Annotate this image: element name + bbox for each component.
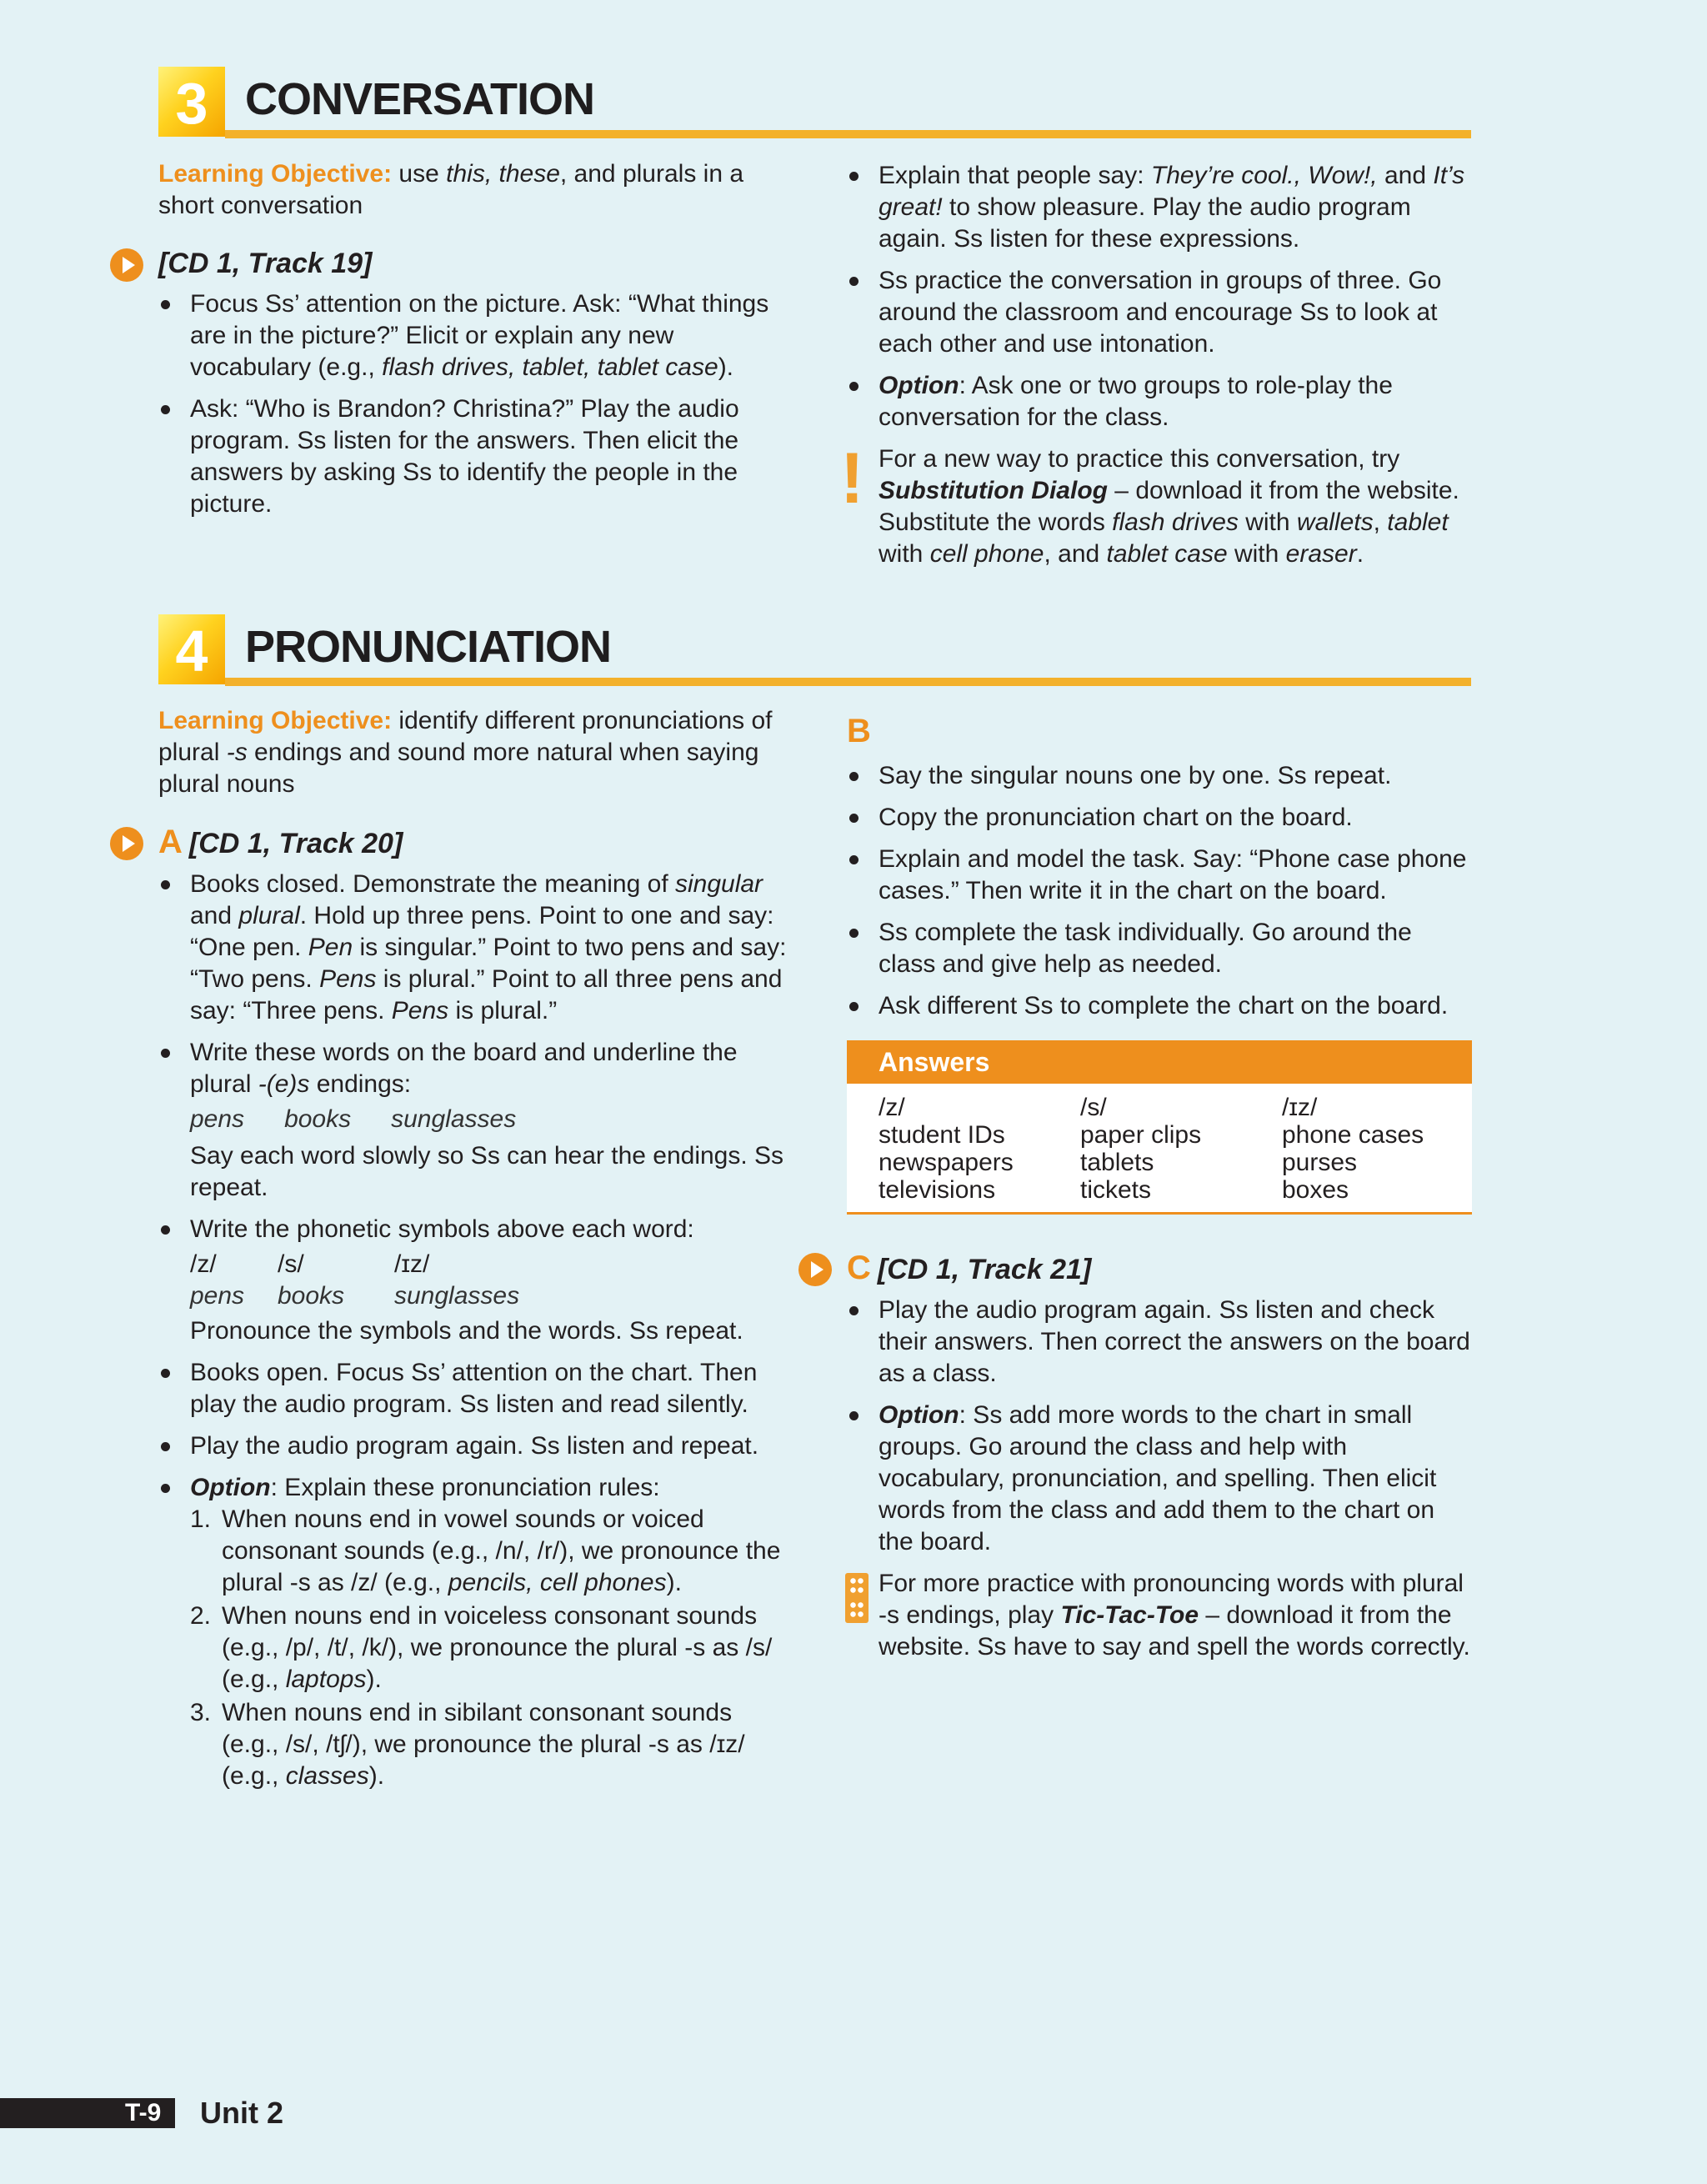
section-title: PRONUNCIATION [245, 622, 611, 672]
track-heading-a [158, 824, 792, 862]
answer-cell: purses [1282, 1149, 1358, 1176]
play-circle-icon[interactable] [110, 827, 143, 860]
conversation-left-column [158, 158, 792, 530]
bullet-list [847, 1295, 1472, 1558]
list-item: Play the audio program again. Ss listen and repeat. [190, 1430, 792, 1462]
example-word: sunglasses [394, 1282, 520, 1310]
example-word: pens [190, 1282, 245, 1310]
track-label: [CD 1, Track 21] [877, 1254, 1092, 1285]
list-item: Ss practice the conversation in groups of three. Go around the classroom and encourage Ss to look at each other and use intonation. [879, 265, 1472, 360]
part-letter: C [847, 1250, 871, 1286]
list-item-followup: Say each word slowly so Ss can hear the endings. Ss repeat. [190, 1142, 784, 1201]
bullet-list [847, 760, 1472, 1022]
pronunciation-right-column [847, 710, 1472, 1663]
list-item: Books open. Focus Ss’ attention on the chart. Then play the audio program. Ss listen and read silently. [190, 1357, 792, 1420]
list-item: Explain and model the task. Say: “Phone case phone cases.” Then write it in the chart on the board. [879, 844, 1472, 907]
example-word: books [284, 1105, 352, 1133]
list-item: Copy the pronunciation chart on the board. [879, 802, 1472, 834]
section-rule [225, 678, 1471, 686]
pronunciation-left-column [158, 705, 792, 1802]
section-number: 3 [158, 67, 225, 137]
list-item: Option: Ss add more words to the chart in small groups. Go around the class and help with vocabulary, pronunciation, and spelling. Then elicit words from the class and add them to the chart on the board. [879, 1400, 1472, 1558]
phonetic-symbols [190, 1249, 792, 1312]
page-code: T-9 [125, 2099, 162, 2126]
answer-cell: /z/ [879, 1094, 905, 1121]
example-word: sunglasses [391, 1105, 517, 1133]
answer-cell: /ɪz/ [1282, 1094, 1318, 1121]
answer-cell: tablets [1080, 1149, 1154, 1176]
answers-title: Answers [847, 1040, 1472, 1084]
list-item: Option: Ask one or two groups to role-play the conversation for the class. [879, 370, 1472, 433]
objective-text: use this, these, and plurals in a short conversation [158, 160, 744, 219]
objective-label: Learning Objective: [158, 707, 393, 734]
list-item: Ask different Ss to complete the chart on the board. [879, 990, 1472, 1022]
answers-box [847, 1040, 1472, 1215]
objective-label: Learning Objective: [158, 160, 393, 188]
rule-number: 3. [190, 1699, 212, 1726]
example-word: books [278, 1282, 345, 1310]
rule-text: When nouns end in vowel sounds or voiced consonant sounds (e.g., /n/, /r/), we pronounce the plural -s as /z/ (e.g., pencils, cell phones). [222, 1505, 781, 1596]
section-title: CONVERSATION [245, 74, 595, 124]
conversation-right-column [840, 160, 1472, 570]
teacher-tip-note [840, 438, 1472, 570]
answer-cell: newspapers [879, 1149, 1014, 1176]
list-item [190, 1214, 792, 1347]
section-number: 4 [158, 614, 225, 684]
answer-cell: televisions [879, 1176, 996, 1204]
exclamation-icon: ! [840, 438, 864, 518]
track-heading [158, 245, 792, 282]
learning-objective [158, 705, 792, 800]
example-word: pens [190, 1105, 245, 1133]
list-item-text: Option: Explain these pronunciation rules: [190, 1474, 660, 1501]
list-item: Books closed. Demonstrate the meaning of singular and plural. Hold up three pens. Point to one and say: “One pen. Pen is singular.” Point to two pens and say: “Two pens. Pens is plural.” Point to all three pens and say: “Three pens. Pens is plural.” [190, 869, 792, 1027]
part-letter: A [158, 824, 183, 860]
bullet-list [847, 160, 1472, 433]
rule-text: When nouns end in sibilant consonant sounds (e.g., /s/, /tʃ/), we pronounce the plural -s as /ɪz/ (e.g., classes). [222, 1699, 745, 1790]
answers-grid [847, 1084, 1472, 1212]
phonetic-symbol: /ɪz/ [394, 1250, 430, 1278]
rule-number: 2. [190, 1602, 212, 1630]
section-header-conversation [158, 67, 1471, 143]
list-item: Explain that people say: They’re cool., Wow!, and It’s great! to show pleasure. Play the audio program again. Ss listen for these expressions. [879, 160, 1472, 255]
tip-text: For a new way to practice this conversation, try Substitution Dialog – download it from the website. Substitute the words flash drives with wallets, tablet with cell phone, and tablet case with eraser. [879, 445, 1459, 568]
pronunciation-rules [190, 1504, 792, 1792]
track-label: [CD 1, Track 19] [158, 248, 373, 279]
rule-item [190, 1697, 792, 1792]
part-letter: B [847, 713, 871, 749]
rule-number: 1. [190, 1505, 212, 1533]
list-item: Play the audio program again. Ss listen and check their answers. Then correct the answers on the board as a class. [879, 1295, 1472, 1390]
track-label: [CD 1, Track 20] [188, 828, 403, 859]
game-tip-note [847, 1568, 1472, 1663]
list-item-text: Write these words on the board and underline the plural -(e)s endings: [190, 1039, 738, 1098]
answer-cell: paper clips [1080, 1121, 1202, 1149]
bullet-list [158, 288, 792, 520]
list-item [190, 1472, 792, 1792]
list-item: Say the singular nouns one by one. Ss repeat. [879, 760, 1472, 792]
answer-cell: tickets [1080, 1176, 1152, 1204]
section-header-pronunciation [158, 614, 1471, 691]
list-item [190, 1037, 792, 1204]
list-item: Ss complete the task individually. Go around the class and give help as needed. [879, 917, 1472, 980]
unit-label: Unit 2 [200, 2096, 284, 2130]
list-item: Focus Ss’ attention on the picture. Ask: “What things are in the picture?” Elicit or explain any new vocabulary (e.g., flash drives, tablet, tablet case). [190, 288, 792, 383]
answer-cell: phone cases [1282, 1121, 1424, 1149]
rule-text: When nouns end in voiceless consonant sounds (e.g., /p/, /t/, /k/), we pronounce the plural -s as /s/ (e.g., laptops). [222, 1602, 773, 1693]
list-item-followup: Pronounce the symbols and the words. Ss repeat. [190, 1317, 743, 1345]
list-item-text: Write the phonetic symbols above each word: [190, 1215, 694, 1243]
section-rule [225, 130, 1471, 138]
play-circle-icon[interactable] [110, 248, 143, 282]
list-item: Ask: “Who is Brandon? Christina?” Play the audio program. Ss listen for the answers. Then elicit the answers by asking Ss to identify the people in the picture. [190, 393, 792, 520]
objective-text: identify different pronunciations of plural -s endings and sound more natural when saying plural nouns [158, 707, 773, 798]
learning-objective [158, 158, 792, 222]
dice-icon [845, 1573, 869, 1623]
tip-text: For more practice with pronouncing words with plural -s endings, play Tic-Tac-Toe – download it from the website. Ss have to say and spell the words correctly. [879, 1570, 1470, 1661]
phonetic-symbol: /z/ [190, 1250, 217, 1278]
rule-item [190, 1504, 792, 1599]
example-words [190, 1104, 792, 1135]
track-heading-c [847, 1250, 1472, 1288]
rule-item [190, 1600, 792, 1696]
phonetic-symbol: /s/ [278, 1250, 304, 1278]
play-circle-icon[interactable] [798, 1253, 832, 1286]
answer-cell: student IDs [879, 1121, 1005, 1149]
bullet-list [158, 869, 792, 1792]
answer-cell: boxes [1282, 1176, 1349, 1204]
answer-cell: /s/ [1080, 1094, 1107, 1121]
